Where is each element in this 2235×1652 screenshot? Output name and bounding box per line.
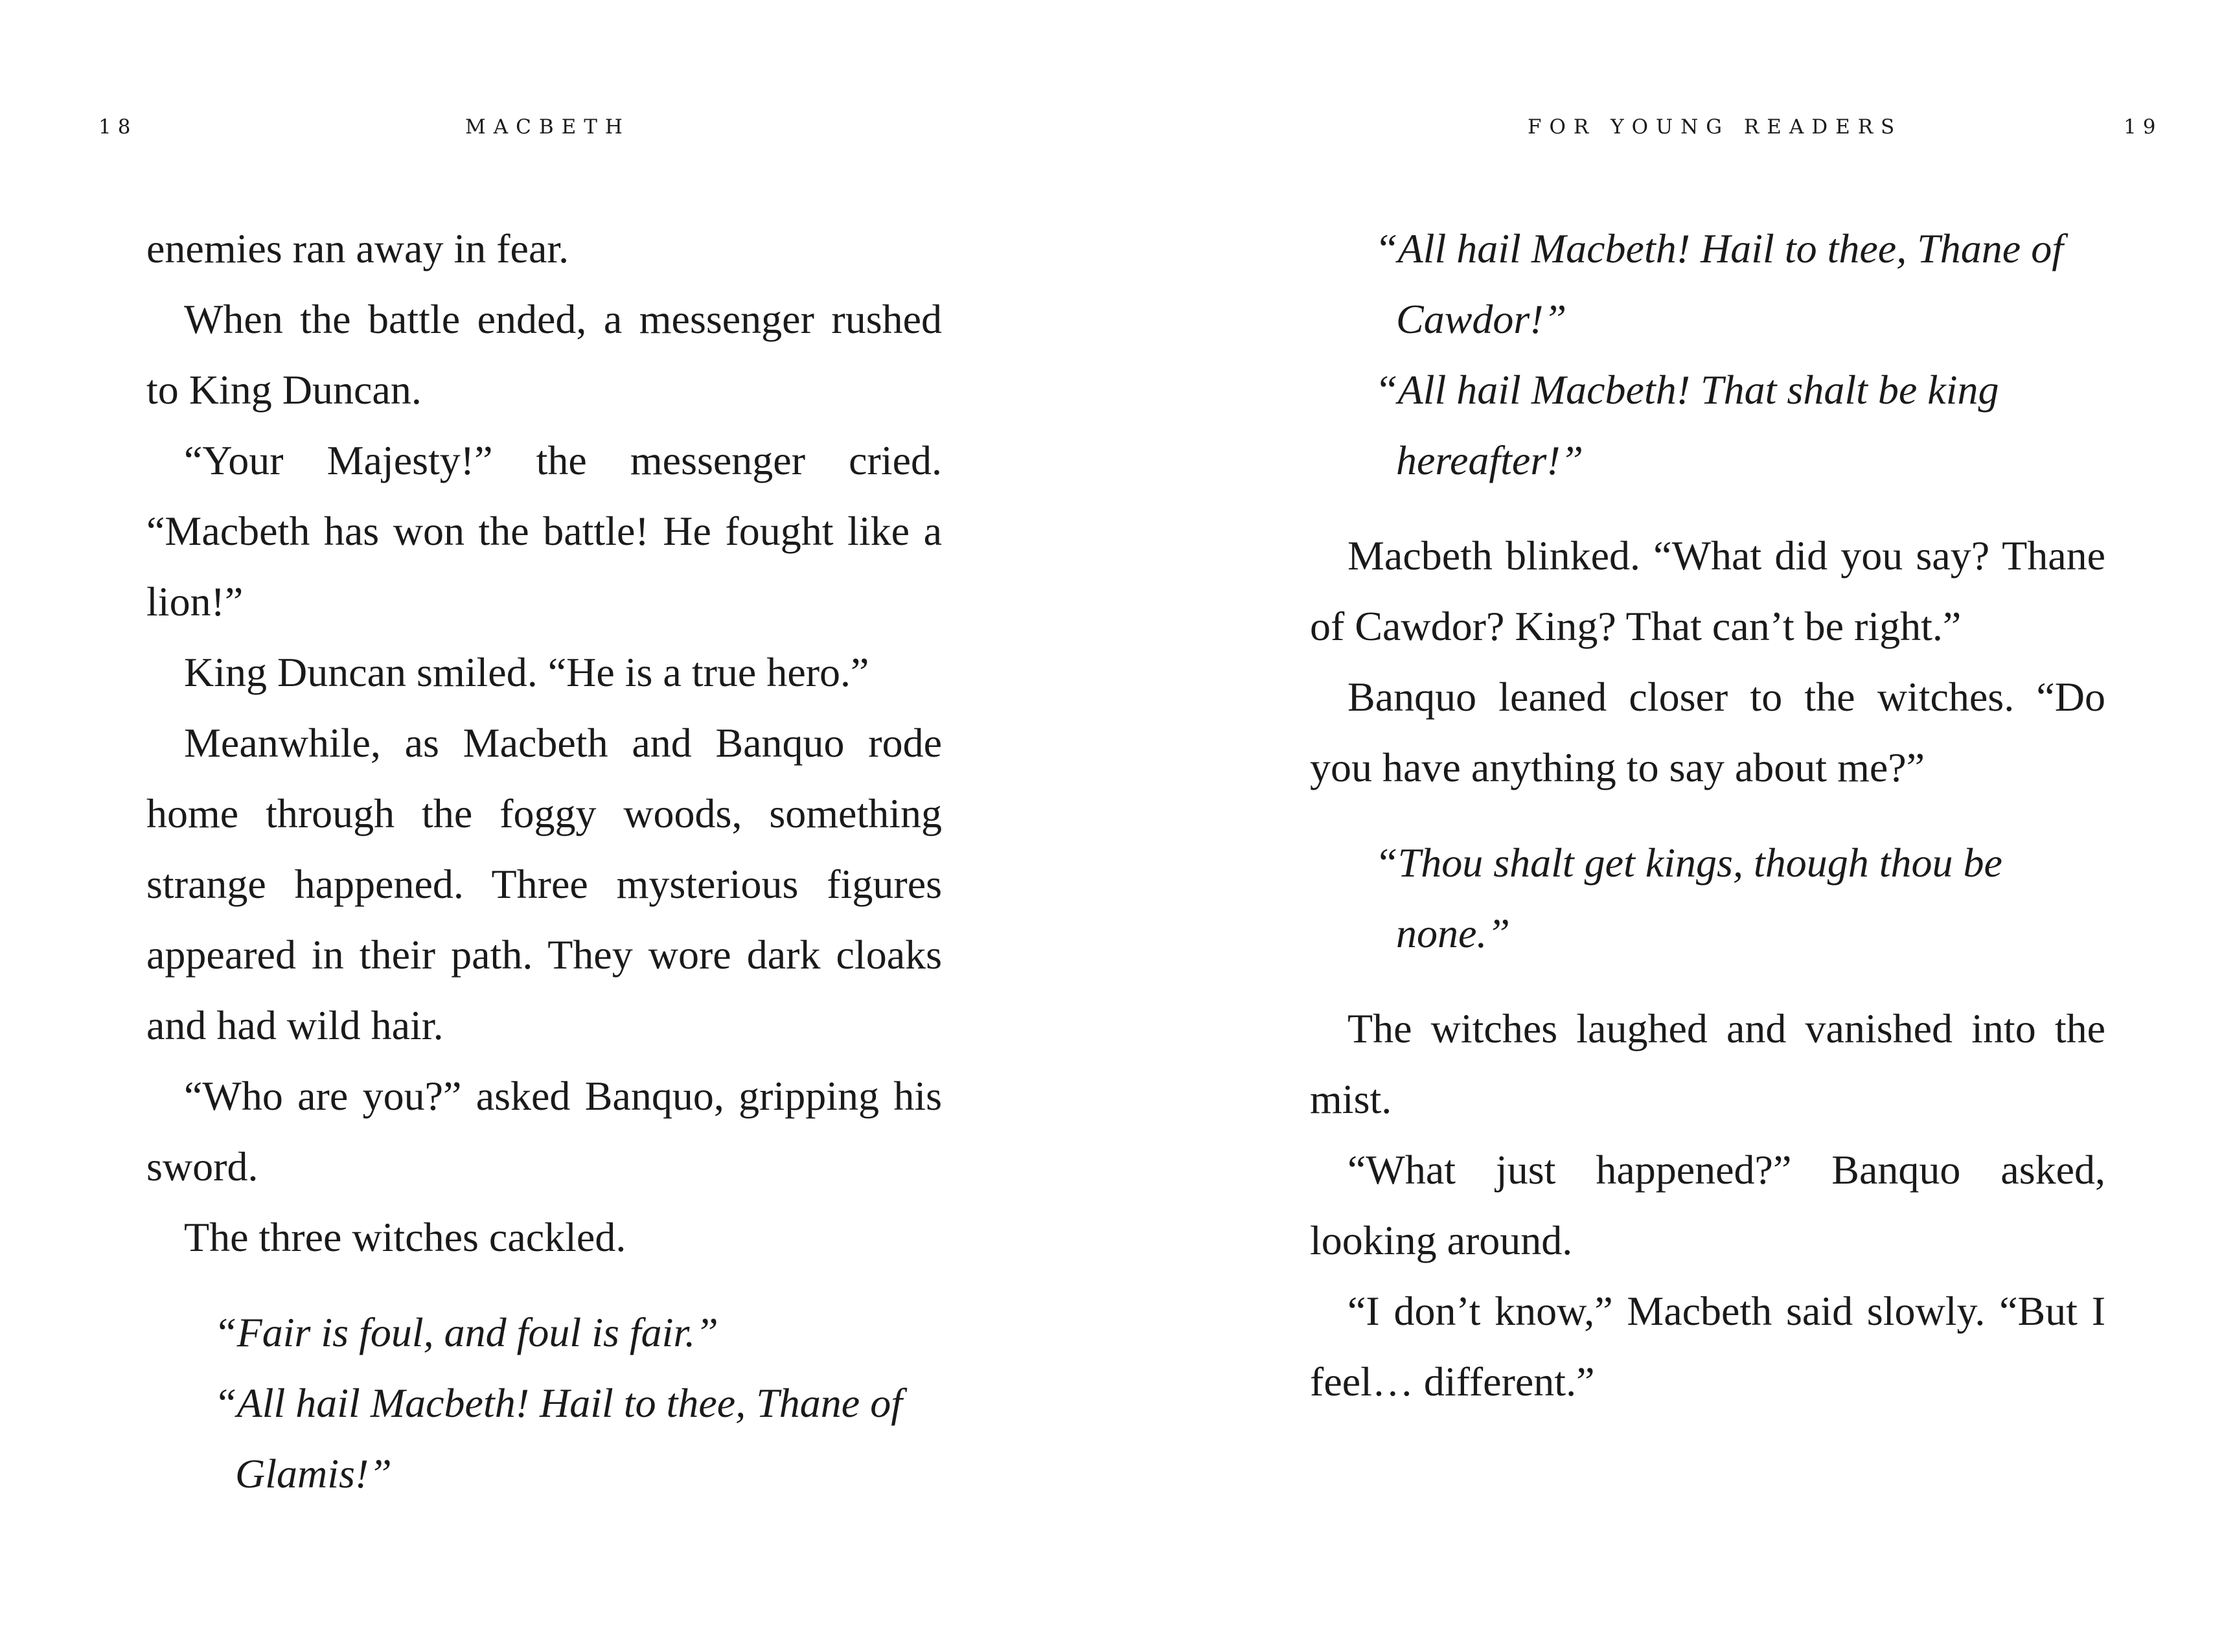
paragraph: “What just happened?” Banquo asked, looking around. [1310, 1147, 2105, 1263]
page-number: 18 [98, 115, 137, 139]
witch-verse-block [1310, 827, 2105, 969]
paragraph: “I don’t know,” Macbeth said slowly. “But I feel… different.” [1310, 1288, 2105, 1405]
running-head: FOR YOUNG READERS [1528, 115, 1903, 139]
verse-line: “Thou shalt get kings, though thou be none.” [1375, 840, 2002, 956]
paragraph: “Your Majesty!” the messenger cried. “Macbeth has won the battle! He fought like a lion!” [146, 437, 942, 625]
paragraph: Meanwhile, as Macbeth and Banquo rode home through the foggy woods, something strange happened. Three mysterious figures appeared in their path. They wore dark cloaks and had wild hair. [146, 720, 942, 1048]
paragraph: Banquo leaned closer to the witches. “Do you have anything to say about me?” [1310, 674, 2105, 790]
body-text [146, 213, 942, 1533]
paragraph: King Duncan smiled. “He is a true hero.” [184, 649, 869, 695]
paragraph: Macbeth blinked. “What did you say? Thane of Cawdor? King? That can’t be right.” [1310, 533, 2105, 649]
witch-verse-block [1310, 213, 2105, 496]
verse-line: “All hail Macbeth! Hail to thee, Thane of Cawdor!” [1375, 225, 2063, 342]
verse-line: “All hail Macbeth! Hail to thee, Thane of Glamis!” [214, 1380, 902, 1497]
running-head: MACBETH [465, 115, 630, 139]
verse-line: “All hail Macbeth! That shalt be king hereafter!” [1375, 367, 1999, 483]
paragraph: When the battle ended, a messenger rushed to King Duncan. [146, 296, 942, 413]
page-number: 19 [2124, 115, 2162, 139]
paragraph: “Who are you?” asked Banquo, gripping his sword. [146, 1073, 942, 1189]
right-page [1118, 0, 2235, 1652]
paragraph: The three witches cackled. [184, 1214, 626, 1260]
witch-verse-block [146, 1297, 942, 1509]
body-text [1310, 213, 2105, 1417]
paragraph: The witches laughed and vanished into the mist. [1310, 1005, 2105, 1122]
verse-line: “Fair is foul, and foul is fair.” [214, 1309, 718, 1355]
paragraph: enemies ran away in fear. [146, 225, 569, 271]
